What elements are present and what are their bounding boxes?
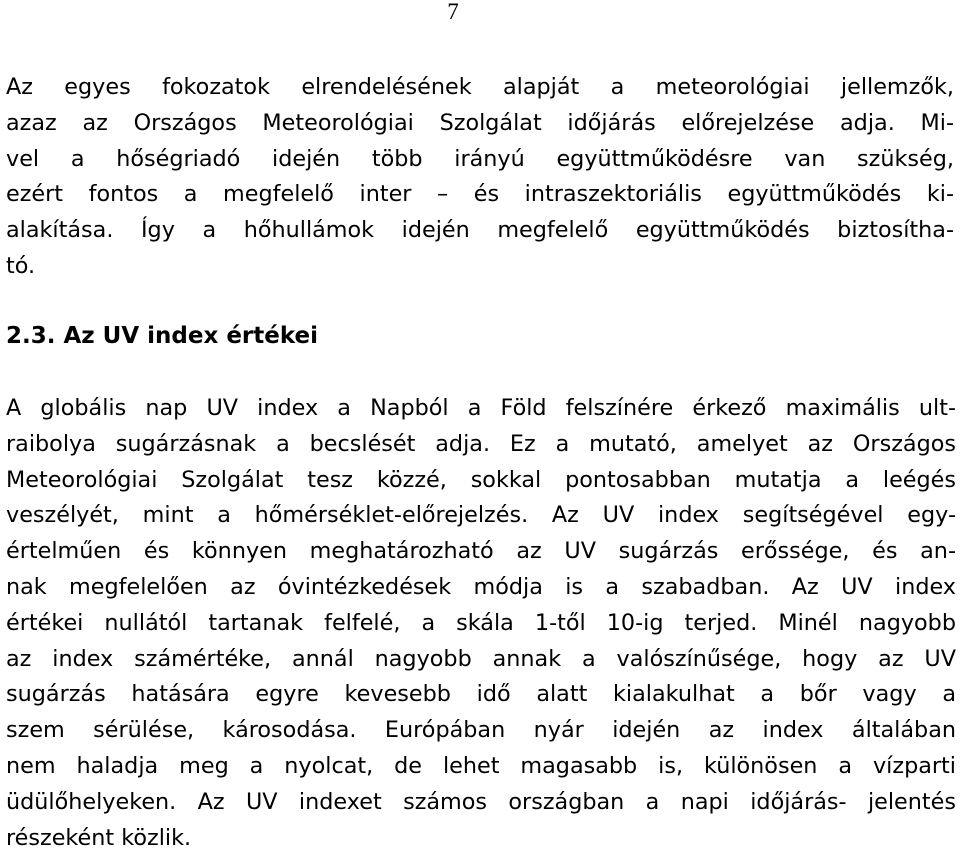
text-line: értelműen és könnyen meghatározható az UV sugárzás erőssége, és an- <box>6 538 956 565</box>
paragraph-uv-index <box>6 391 956 856</box>
text-line: raibolya sugárzásnak a becslését adja. Ez a mutató, amelyet az Országos <box>6 430 956 457</box>
section-heading: 2.3. Az UV index értékei <box>6 323 319 349</box>
text-line: ezért fontos a megfelelő inter – és intraszektoriális együttműködés ki- <box>6 181 954 208</box>
text-line: veszélyét, mint a hőmérséklet-előrejelzés. Az UV index segítségével egy- <box>6 502 956 529</box>
text-line: alakítása. Így a hőhullámok idején megfelelő együttműködés biztosítha- <box>6 217 954 244</box>
text-line: A globális nap UV index a Napból a Föld felszínére érkező maximális ult- <box>6 395 956 421</box>
text-line: üdülőhelyeken. Az UV indexet számos országban a napi időjárás- jelentés <box>6 788 956 815</box>
text-line: szem sérülése, károsodása. Európában nyár idején az index általában <box>6 717 956 744</box>
text-line: nem haladja meg a nyolcat, de lehet magasabb is, különösen a vízparti <box>6 752 956 779</box>
text-line: az index számértéke, annál nagyobb annak a valószínűsége, hogy az UV <box>6 645 956 672</box>
text-line: sugárzás hatására egyre kevesebb idő alatt kialakulhat a bőr vagy a <box>6 681 956 708</box>
page-number: 7 <box>447 0 459 24</box>
paragraph-heat-alert-cooperation <box>6 70 954 285</box>
text-line: nak megfelelően az óvintézkedések módja is a szabadban. Az UV index <box>6 573 956 600</box>
text-line: Meteorológiai Szolgálat tesz közzé, sokkal pontosabban mutatja a leégés <box>6 466 956 493</box>
text-line: részeként közlik. <box>6 824 192 851</box>
text-line: Az egyes fokozatok elrendelésének alapját a meteorológiai jellemzők, <box>6 74 954 100</box>
text-line: azaz az Országos Meteorológiai Szolgálat időjárás előrejelzése adja. Mi- <box>6 109 954 136</box>
text-line: értékei nullától tartanak felfelé, a skála 1-től 10-ig terjed. Minél nagyobb <box>6 609 956 636</box>
text-line: tó. <box>6 252 36 279</box>
text-line: vel a hőségriadó idején több irányú együttműködésre van szükség, <box>6 145 954 172</box>
